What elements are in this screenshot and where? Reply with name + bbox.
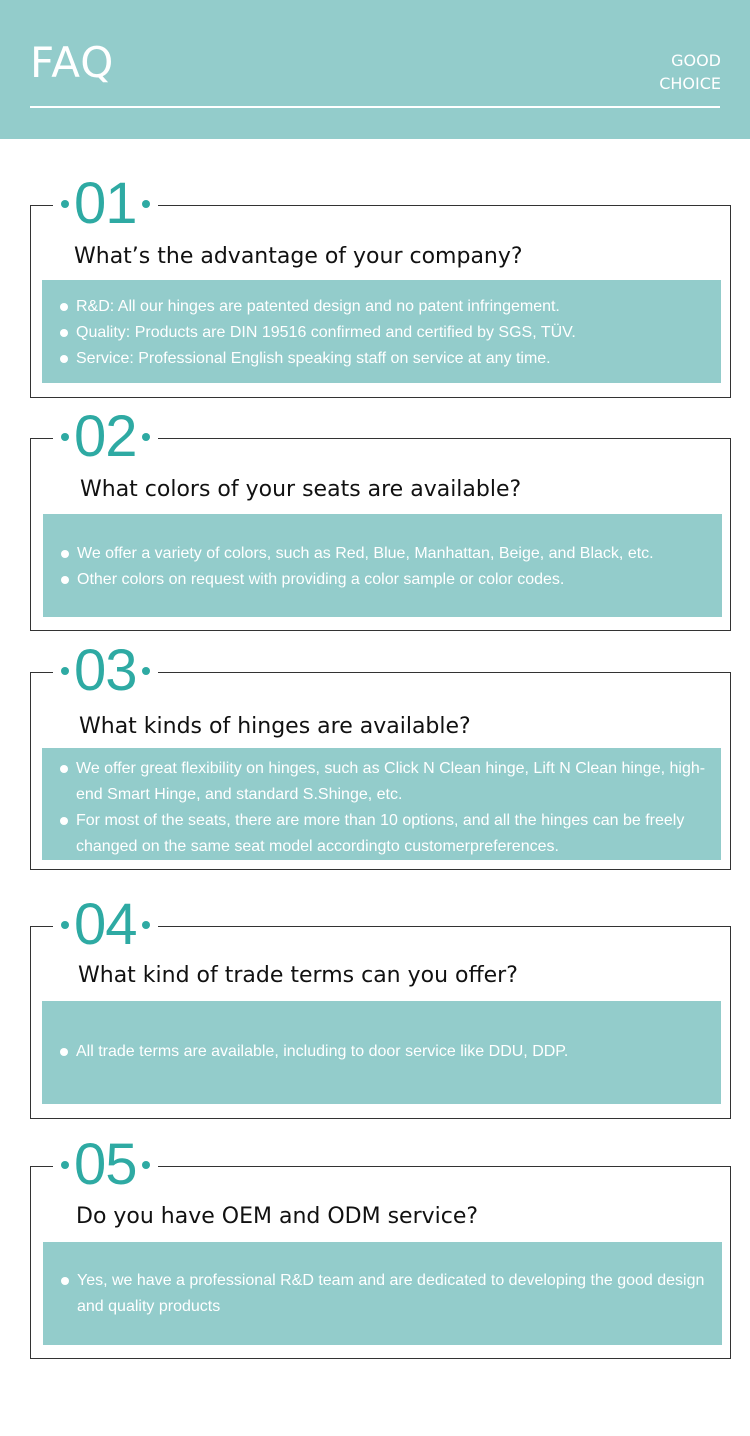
faq-card-04 — [30, 892, 731, 1119]
page-title: FAQ — [30, 38, 115, 87]
answer-item — [42, 756, 721, 808]
dot-left-icon — [61, 667, 69, 675]
tagline-line-2: CHOICE — [659, 74, 721, 93]
faq-number-badge — [53, 638, 158, 703]
faq-card-05 — [30, 1132, 731, 1359]
faq-number: 04 — [74, 892, 137, 957]
faq-card-01 — [30, 171, 731, 398]
faq-number-badge — [53, 404, 158, 469]
dot-right-icon — [142, 200, 150, 208]
faq-answer-box — [43, 1242, 722, 1345]
faq-number: 02 — [74, 404, 137, 469]
dot-right-icon — [142, 921, 150, 929]
answer-text: We offer a variety of colors, such as Red, Blue, Manhattan, Beige, and Black, etc. — [77, 545, 654, 562]
faq-card-03 — [30, 638, 731, 870]
faq-question: What kind of trade terms can you offer? — [78, 963, 518, 988]
tagline-line-1: GOOD — [671, 51, 721, 70]
bullet-icon — [61, 550, 69, 558]
dot-left-icon — [61, 1161, 69, 1169]
faq-question: What kinds of hinges are available? — [79, 714, 471, 739]
dot-left-icon — [61, 921, 69, 929]
answer-text: Yes, we have a professional R&D team and are dedicated to developing the good design and quality products — [77, 1272, 705, 1315]
answer-item — [42, 294, 721, 320]
answer-list — [42, 756, 721, 860]
faq-answer-box — [42, 1001, 721, 1104]
faq-question: What’s the advantage of your company? — [74, 244, 523, 269]
faq-question: What colors of your seats are available? — [80, 477, 522, 502]
bullet-icon — [61, 576, 69, 584]
faq-number-badge — [53, 892, 158, 957]
answer-item — [42, 808, 721, 860]
faq-number: 01 — [74, 171, 137, 236]
answer-item — [43, 1268, 722, 1320]
bullet-icon — [60, 1048, 68, 1056]
answer-list — [42, 1039, 721, 1065]
answer-text: For most of the seats, there are more than 10 options, and all the hinges can be freely changed on the same seat model accordingto customerpreferences. — [76, 812, 685, 855]
answer-item — [42, 346, 721, 372]
bullet-icon — [61, 1277, 69, 1285]
faq-number: 03 — [74, 638, 137, 703]
dot-left-icon — [61, 200, 69, 208]
answer-text: All trade terms are available, including to door service like DDU, DDP. — [76, 1043, 569, 1060]
dot-right-icon — [142, 667, 150, 675]
bullet-icon — [60, 765, 68, 773]
answer-text: We offer great flexibility on hinges, such as Click N Clean hinge, Lift N Clean hinge, high-end Smart Hinge, and standard S.Shinge, etc. — [76, 760, 706, 803]
bullet-icon — [60, 355, 68, 363]
faq-number-badge — [53, 171, 158, 236]
answer-list — [43, 1268, 722, 1320]
answer-item — [43, 567, 722, 593]
faq-question: Do you have OEM and ODM service? — [76, 1204, 479, 1229]
answer-text: R&D: All our hinges are patented design and no patent infringement. — [76, 298, 560, 315]
faq-number-badge — [53, 1132, 158, 1197]
answer-list — [42, 294, 721, 372]
answer-item — [42, 320, 721, 346]
bullet-icon — [60, 329, 68, 337]
faq-number: 05 — [74, 1132, 137, 1197]
dot-right-icon — [142, 433, 150, 441]
dot-right-icon — [142, 1161, 150, 1169]
answer-list — [43, 541, 722, 593]
faq-answer-box — [42, 280, 721, 383]
answer-text: Service: Professional English speaking staff on service at any time. — [76, 350, 551, 367]
answer-item — [42, 1039, 721, 1065]
bullet-icon — [60, 817, 68, 825]
bullet-icon — [60, 303, 68, 311]
faq-answer-box — [43, 514, 722, 617]
answer-text: Quality: Products are DIN 19516 confirmed and certified by SGS, TÜV. — [76, 324, 576, 341]
tagline — [641, 49, 721, 95]
dot-left-icon — [61, 433, 69, 441]
header-banner — [0, 0, 750, 139]
faq-answer-box — [42, 748, 721, 860]
answer-item — [43, 541, 722, 567]
header-divider — [30, 106, 720, 108]
faq-card-02 — [30, 404, 731, 631]
answer-text: Other colors on request with providing a color sample or color codes. — [77, 571, 565, 588]
